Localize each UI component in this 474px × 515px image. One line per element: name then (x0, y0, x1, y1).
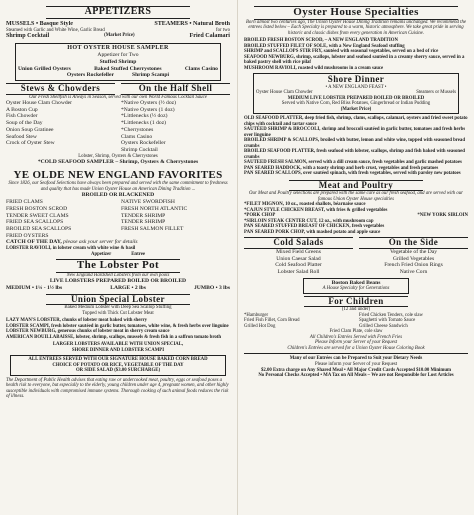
meat-item: PAN SEARED STUFFED BREAST OF CHICKEN, fresh vegetables (244, 224, 385, 230)
shore-dinner-main: MEDIUM LIVE LOBSTER PREPARED BOILED OR BROILED (287, 95, 425, 101)
union-item: LAZY MAN'S LOBSTER, chunks of lobster meat baked with sherry (6, 318, 147, 324)
sampler-item: Shrimp Scampi (131, 72, 170, 79)
favorite-item: TENDER SHRIMP (121, 219, 166, 226)
right-column (244, 6, 468, 509)
stew-item: Onion Soup Gratinee (6, 126, 54, 133)
favorite-item: FRESH SALMON FILLET (121, 225, 184, 232)
lobster-pot-sub1: New England Hardshell Lobsters from our own pools (66, 272, 170, 278)
stew-item: Fish Chowder (6, 113, 38, 120)
sampler-item: Baked Stuffed Cherrystones (94, 65, 162, 72)
footer-line: Please inform your Server of your Request (314, 361, 398, 367)
favorites-intro: Since 1826, our Seafood Selections have always been prepared and served with the same commitment to freshness and quality that has made Union Oyster House an American Dining Tradition ... (8, 181, 228, 192)
appetizers-title: APPETIZERS (46, 6, 190, 19)
halfshell-item: Oysters Rockefeller (121, 140, 166, 147)
specialties-intro: Born almost two centuries ago, The Union Oyster House Dining Tradition remains unchanged. We recommend the entrees listed below – Each Specialty is prepared to a warm, historic atmosphere. We take great pride in serving historic and classic dishes from every generation in American Cuisine. (246, 19, 466, 36)
footer-line: Many of our Entrées can be Prepared to Suit your Dietary Needs (289, 356, 423, 362)
entrees-note-box (10, 355, 226, 376)
entrees-line: ALL ENTRÉES SERVED WITH OUR SIGNATURE HOUSE BAKED CORN BREAD (28, 357, 208, 363)
stews-title: Stews & Chowders (6, 83, 115, 94)
favorite-item: FRESH NORTH ATLANTIC (121, 205, 188, 212)
children-note: Children's Entrées are served for a Union Oyster House Coloring Book (287, 345, 425, 351)
shore-starter: Oyster House Clam Chowder (256, 90, 313, 96)
meat-item: *FILET MIGNON, 10 oz., roasted shallots, béarnaise sauce (244, 202, 366, 208)
halfshell-item: *Littlenecks (1 doz) (121, 120, 167, 127)
stew-item: Seafood Stew (6, 133, 37, 140)
lobster-pot-sub2: LIVE LOBSTERS PREPARED BOILED OR BROILED (49, 278, 187, 285)
children-item: Fried Fish Fillet, Corn Bread (244, 318, 300, 324)
stew-item: A Boston Cup (6, 106, 38, 113)
catch-sub: please ask your server for details (63, 239, 138, 246)
catch-label: CATCH OF THE DAY, (6, 239, 62, 246)
lobster-sizes (6, 285, 230, 292)
baked-beans-title: Boston Baked Beans (331, 279, 381, 286)
favorites-broil: BROILED OR BLACKENED (81, 192, 155, 199)
meat-item: PAN SEARED PORK CHOP, with mashed potato and apple sauce (244, 229, 381, 235)
shore-dinner-title: Shore Dinner (327, 74, 385, 85)
side-item: Native Corn (399, 268, 428, 275)
favorite-item: TENDER SHRIMP (121, 212, 166, 219)
lobster-pot-title: The Lobster Pot (56, 259, 180, 273)
union-item: LOBSTER NEWBURG, generous chunks of lobster meat in sherry cream sauce (6, 329, 170, 335)
sampler-line-3 (18, 72, 218, 79)
page-fold (237, 0, 238, 515)
children-note: Please Inform your Server of your Request (314, 340, 398, 346)
appetizer-price: (Market Price) (104, 33, 135, 39)
entrees-line: CHOICE OF POTATO OR RICE, VEGETABLE OF THE DAY (52, 362, 184, 368)
specialties-title: Oyster House Specialties (254, 6, 458, 20)
cold-salads-title: Cold Salads (244, 237, 353, 248)
mussels-desc: Steamed with Garlic and White Wine, Garlic Bread (6, 27, 105, 33)
favorite-item: BROILED SEA SCALLOPS (6, 225, 72, 232)
meat-item: *CAJUN STYLE CHICKEN BREAST, with fries & grilled vegetables (244, 207, 388, 213)
platter-item: OLD SEAFOOD PLATTER, deep fried fish, shrimp, clams, scallops, calamari, oysters and fried sweet potato chips with cocktail and tartar sauce (244, 116, 468, 127)
children-list-b (359, 313, 468, 330)
salad-item: Union Caesar Salad (276, 255, 321, 262)
specialty-item: BROILED FRESH BOSTON SCROD, – A NEW ENGLAND TRADITION (244, 38, 398, 44)
meat-item: *NEW YORK SIRLOIN (417, 213, 468, 219)
halfshell-item: *Native Oysters (1 doz) (121, 106, 175, 113)
fried-calamari-item: Fried Calamari (189, 33, 230, 40)
sampler-item: Oysters Rockefeller (66, 72, 114, 79)
platter-item: BROILED SHRIMP & SCALLOPS, broiled with butter, lemon and white wine, topped with seasoned bread crumbs (244, 138, 465, 149)
cold-sampler: *COLD SEAFOOD SAMPLER – Shrimp, Oysters & Cherrystones (37, 159, 199, 166)
sampler-item: Union Grilled Oysters (18, 65, 71, 72)
meat-item: *SIRLOIN STEAK CENTER CUT, 12 oz., with mushroom cap (244, 218, 374, 224)
side-item: Grilled Vegetables (392, 255, 435, 262)
meat-item: *PORK CHOP (244, 213, 276, 219)
favorite-item: FRIED CLAMS (6, 199, 43, 206)
salad-item: Cold Seafood Platter (275, 262, 322, 269)
halfshell-title: On the Half Shell (121, 83, 230, 94)
halfshell-item: *Cherrystones (121, 126, 154, 133)
shore-dinner-sub: • A NEW ENGLAND FEAST • (325, 84, 387, 90)
baked-beans-sub: A House Specialty for Generations (322, 286, 390, 292)
stew-item: Soup of the Day (6, 120, 43, 127)
size-jumbo: JUMBO • 3 lbs (194, 284, 230, 291)
stew-item: Oyster House Clam Chowder (6, 100, 73, 107)
specialty-item: SHRIMP and SCALLOPS STIR FRY, sautéed with seasonal vegetables, served on a bed of rice (244, 49, 439, 55)
halfshell-item: Clams Casino (121, 133, 153, 140)
specialty-item: MUSHROOM RAVIOLI, roasted wild mushrooms in a cream sauce (244, 65, 384, 71)
platter-item: PAN SEARED HADDOCK, with a toasty shrimp and herb crust, vegetables and fresh potatoes (244, 165, 439, 171)
side-item: French Fried Onion Rings (384, 262, 443, 269)
ravioli-sizes (6, 252, 230, 258)
sampler-title: HOT OYSTER HOUSE SAMPLER (67, 44, 169, 51)
stews-halfshell-section (6, 83, 230, 94)
shore-dinner-box (253, 73, 459, 114)
children-item: *Hamburger (244, 312, 269, 318)
favorite-item: NATIVE SWORDFISH (121, 199, 175, 206)
sampler-line-2 (18, 66, 218, 73)
children-item: Grilled Cheese Sandwich (359, 323, 408, 329)
stews-lists (6, 100, 230, 154)
stews-list (6, 100, 115, 154)
shellfish-note: Our Fresh Shellfish is Always in Season, served with our own World Famous Cocktail Sauce (29, 94, 207, 100)
children-title: For Children (304, 296, 408, 307)
meat-intro: Our Meat and Poultry selections are prepared with the same care as our fresh seafood, and are served with our famous Union Oyster House specialties (249, 191, 463, 202)
meat-title: Meat and Poultry (289, 180, 423, 191)
halfshell-item: Shrimp Cocktail (121, 146, 158, 153)
favorite-item: FRESH BOSTON SCROD (6, 205, 68, 212)
shore-dinner-price: (Market Price) (340, 106, 372, 112)
children-item: Spaghetti with Tomato Sauce (359, 318, 416, 324)
appetizers-row-3 (6, 33, 230, 40)
sampler-box (15, 43, 221, 81)
salad-item: Lobster Salad Roll (277, 268, 320, 275)
children-item: Fried Chicken Tenders, cole slaw (359, 312, 423, 318)
children-list-a (244, 313, 353, 330)
favorites-title: YE OLDE NEW ENGLAND FAVORITES (13, 168, 223, 181)
catch-of-day (6, 239, 230, 246)
shore-starter: Steamers or Mussels (416, 90, 456, 96)
larger-lobsters-2: SHORE DINNER AND LOBSTER SCAMPI (71, 347, 165, 353)
favorite-item: FRIED SEA SCALLOPS (6, 219, 64, 226)
halfshell-item: *Native Oysters (½ doz) (121, 100, 176, 107)
platter-item: PAN SEARED SCALLOPS, over sautéed spinach, with fresh vegetables, served with parsley new potatoes (244, 171, 461, 177)
appetizers-row-1 (6, 21, 230, 28)
steamers-item: STEAMERS • Natural Broth (154, 20, 230, 27)
favorites-list-a (6, 199, 115, 239)
halfshell-item: *Littlenecks (½ doz) (121, 113, 168, 120)
sampler-line-1: Stuffed Shrimp (99, 58, 137, 65)
size-large: LARGE • 2 lbs (110, 284, 146, 291)
side-item: Vegetable of the Day (389, 248, 438, 255)
salad-item: Mixed Field Greens (276, 248, 321, 255)
salads-sides-section (244, 237, 468, 275)
cold-salads (244, 237, 353, 275)
favorites-lists (6, 199, 230, 239)
entrees-line: OR SIDE SALAD ($3.00 SURCHARGE) (75, 368, 161, 374)
sampler-sub: Appetizer for Two (97, 52, 139, 59)
on-the-side (359, 237, 468, 275)
children-note: All Children's Entrées Served with French Fries (309, 334, 403, 340)
shore-dinner-sides: Served with Native Corn, Red Bliss Potatoes, Gingerbread or Indian Pudding (281, 101, 431, 107)
union-item: LOBSTER SCAMPI, fresh lobster sautéed in garlic butter, tomatoes, white wine, & fresh herbs over linguine (6, 323, 229, 329)
footer-line: $2.00 Extra charge on Any Shared Meal • All Major Credit Cards Accepted $10.00 Minimum (260, 367, 452, 373)
lobster-ravioli: LOBSTER RAVIOLI, in lobster cream with white wine & basil (6, 246, 136, 252)
platter-item: BROILED SEAFOOD PLATTER, fresh seafood with lobster, scallops, shrimp and fish baked with seasoned crumbs (244, 149, 465, 160)
larger-lobsters-1: LARGER LOBSTERS AVAILABLE WITH UNION SPECIAL, (52, 342, 184, 348)
union-special-title: Union Special Lobster (46, 294, 190, 305)
entree-size: Entree (131, 251, 145, 257)
on-the-side-title: On the Side (359, 237, 468, 248)
union-special-sub1: Baked Medium Lobster with Deep Sea Scallop Stuffing (64, 305, 172, 311)
specialty-item: BROILED STUFFED FILET OF SOLE, with a New England Seafood stuffing (244, 43, 405, 49)
size-medium: MEDIUM • 1¼ - 1½ lbs (6, 284, 63, 291)
children-item: Grilled Hot Dog (244, 323, 276, 329)
union-item: AMERICAN BOUILLABAISSE, lobster, shrimp, scallops, mussels & fresh fish in a saffron tomato broth (6, 334, 222, 340)
halfshell-list (121, 100, 230, 154)
children-lists (244, 313, 468, 330)
platter-item: SAUTÉED SHRIMP & BROCCOLI, shrimp and broccoli sautéed in garlic butter, tomatoes and fresh herbs over linguine (244, 127, 466, 138)
left-column (6, 6, 230, 509)
shrimp-cocktail-item: Shrimp Cocktail (6, 33, 50, 40)
specialty-item: SEAFOOD NEWBURG, shrimp, scallops, lobster and seafood sautéed in a creamy sherry sauce, served in a baked pastry shell with rice pilaf (244, 54, 465, 66)
appetizer-size: Appetizer (90, 251, 112, 257)
halfshell-extra: Lobster, Shrimp, Oysters & Cherrystones (78, 153, 158, 159)
children-sub: (12 and under) (341, 307, 371, 313)
union-special-sub2: Topped with Thick Cut Lobster Meat (82, 310, 154, 316)
mussels-item: MUSSELS • Basque Style (6, 20, 73, 27)
favorite-item: TENDER SWEET CLAMS (6, 212, 69, 219)
favorite-item: FRIED OYSTERS (6, 232, 49, 239)
stew-item: Crock of Oyster Stew (6, 140, 55, 147)
sampler-item: Clams Casino (184, 65, 218, 72)
footer-line: No Personal Checks Accepted • MA Tax on All Meals – We are not Responsible for Lost Articles (258, 373, 454, 379)
health-advisory: The Department of Public Health advises that eating raw or undercooked meat, poultry, eggs or seafood poses a health risk to everyone, but especially to the elderly, young children under age 4, pregnant women, and other highly susceptible individuals with compromised immune systems. Thorough cooking of such animal foods reduces the risk of illness. (6, 377, 229, 400)
steamers-desc: for two (216, 27, 230, 33)
baked-beans-box (303, 278, 409, 294)
footer-divider (244, 353, 468, 354)
children-item: Fried Clam Plate, cole slaw (329, 329, 383, 335)
platter-item: SAUTEED FRESH SALMON, served with a dill cream sauce, fresh vegetables and garlic mashed potatoes (244, 160, 462, 166)
favorites-list-b (121, 199, 230, 239)
